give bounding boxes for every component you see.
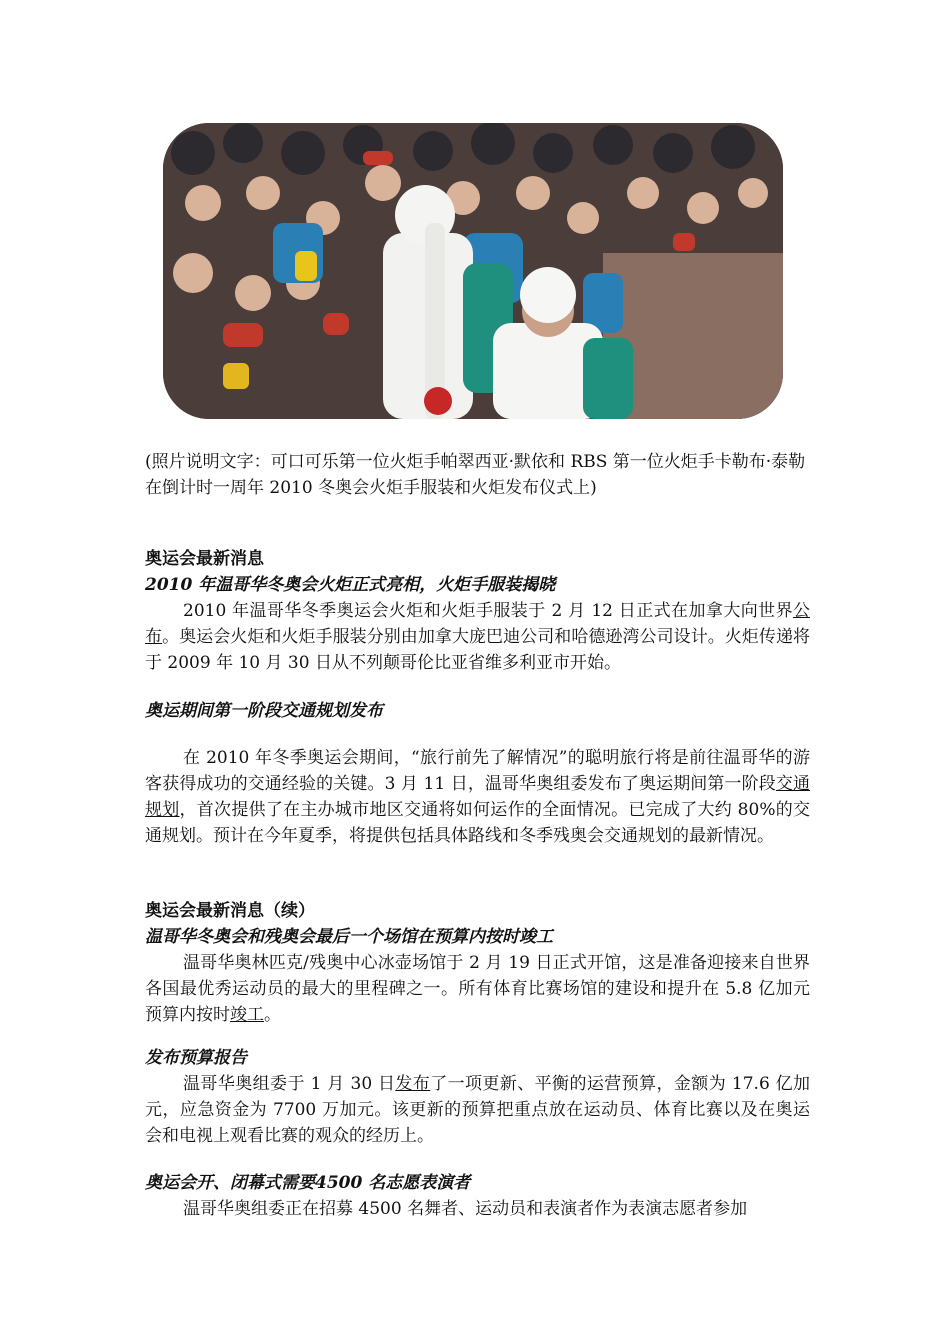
completion-link[interactable]: 竣工 [230,1005,264,1025]
announce-link[interactable]: 公布 [145,601,810,647]
section-transport [145,698,810,724]
article-title: 2010 年温哥华冬奥会火炬正式亮相，火炬手服装揭晓 [145,575,556,595]
section-budget [145,1045,810,1149]
article-body: 温哥华奥组委于 1 月 30 日发布了一项更新、平衡的运营预算，金额为 17.6 亿加元，应急资金为 7700 万加元。该更新的预算把重点放在运动员、体育比赛以及在奥运会和电视上观看比赛的观众的经历上。 [145,1074,810,1146]
section-header: 奥运会最新消息（续） [145,901,315,921]
section-torch [145,546,810,676]
article-body: 在 2010 年冬季奥运会期间，“旅行前先了解情况”的聪明旅行将是前往温哥华的游客获得成功的交通经验的关键。3 月 11 日，温哥华奥组委发布了奥运期间第一阶段交通规划，首次提供了在主办城市地区交通将如何运作的全面情况。已完成了大约 80%的交通规划。预计在今年夏季，将提供包括具体路线和冬季残奥会交通规划的最新情况。 [145,748,811,846]
budget-release-link[interactable]: 发布 [395,1074,431,1094]
transport-plan-link[interactable]: 交通规划 [145,774,810,820]
article-title: 奥运期间第一阶段交通规划发布 [145,701,383,721]
article-body: 温哥华奥林匹克/残奥中心冰壶场馆于 2 月 19 日正式开馆，这是准备迎接来自世界各国最优秀运动员的最大的里程碑之一。所有体育比赛场馆的建设和提升在 5.8 亿加元预算内按时竣工。 [145,953,810,1025]
section-venue [145,898,810,1028]
article-body: 2010 年温哥华冬季奥运会火炬和火炬手服装于 2 月 12 日正式在加拿大向世界公布。奥运会火炬和火炬手服装分别由加拿大庞巴迪公司和哈德逊湾公司设计。火炬传递将于 2009 年 10 月 30 日从不列颠哥伦比亚省维多利亚市开始。 [145,601,811,673]
photo-caption: (照片说明文字：可口可乐第一位火炬手帕翠西亚·默依和 RBS 第一位火炬手卡勒布·泰勒在倒计时一周年 2010 冬奥会火炬手服装和火炬发布仪式上) [145,452,806,498]
section-volunteers [145,1170,810,1222]
photo-illustration [163,123,783,419]
section-header: 奥运会最新消息 [145,549,264,569]
torch-relay-photo [163,123,783,419]
article-title: 发布预算报告 [145,1048,247,1068]
section-transport-body [145,745,810,849]
article-body: 温哥华奥组委正在招募 4500 名舞者、运动员和表演者作为表演志愿者参加 [183,1199,748,1219]
article-title: 奥运会开、闭幕式需要4500 名志愿表演者 [145,1173,471,1193]
article-title: 温哥华冬奥会和残奥会最后一个场馆在预算内按时竣工 [145,927,553,947]
